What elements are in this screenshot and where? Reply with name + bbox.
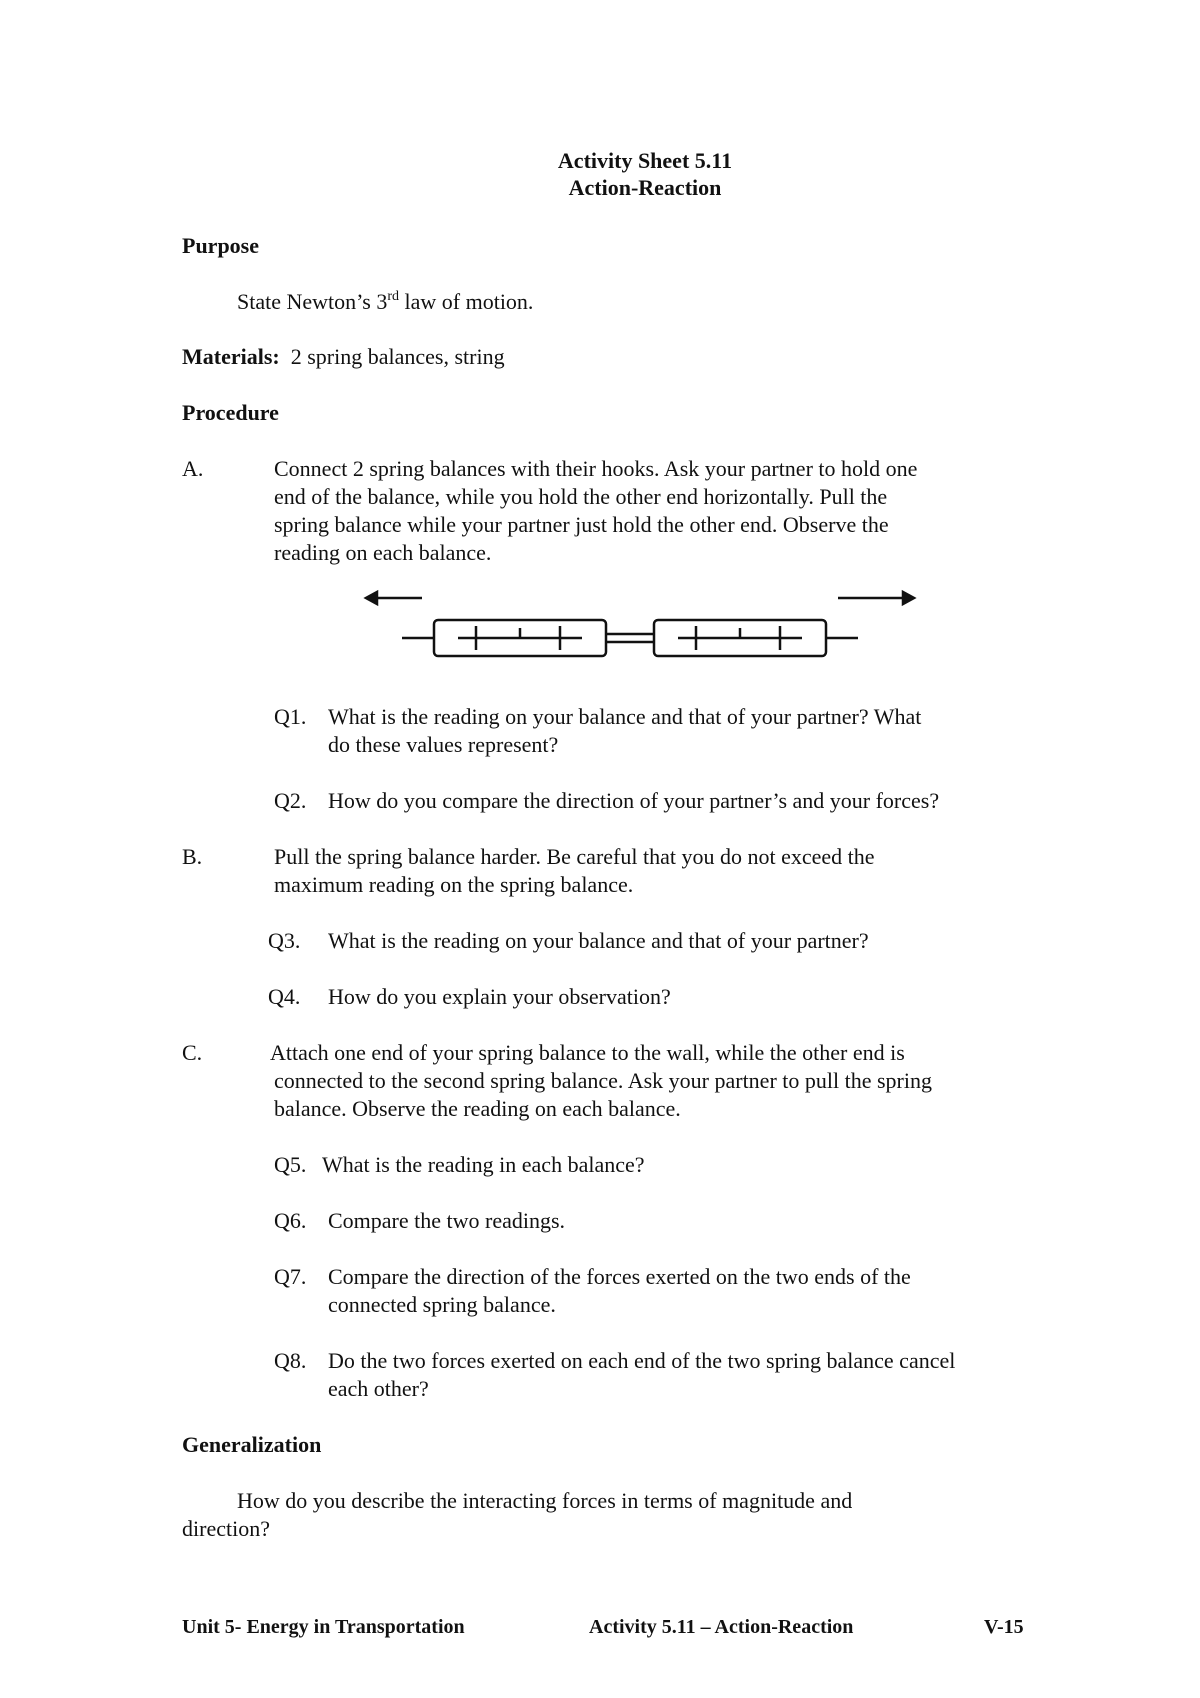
materials-label: Materials: xyxy=(182,344,280,369)
generalization-heading: Generalization xyxy=(182,1432,322,1457)
purpose-text: State Newton’s 3rd law of motion. xyxy=(237,289,534,314)
step-b-line: Pull the spring balance harder. Be careful that you do not exceed the xyxy=(274,844,875,869)
generalization-line: How do you describe the interacting forces in terms of magnitude and xyxy=(237,1488,853,1513)
question-number: Q2. xyxy=(274,788,307,813)
question-text: Do the two forces exerted on each end of the two spring balance cancel xyxy=(328,1348,956,1373)
question-text: How do you compare the direction of your partner’s and your forces? xyxy=(328,788,940,813)
question-number: Q6. xyxy=(274,1208,307,1233)
question-text: each other? xyxy=(328,1376,429,1401)
step-c-line: connected to the second spring balance. Ask your partner to pull the spring xyxy=(274,1068,932,1093)
question-text: What is the reading on your balance and that of your partner? What xyxy=(328,704,922,729)
step-a-line: reading on each balance. xyxy=(274,540,492,565)
question-number: Q8. xyxy=(274,1348,307,1373)
footer-unit: Unit 5- Energy in Transportation xyxy=(182,1616,465,1638)
activity-title: Activity Sheet 5.11 xyxy=(557,148,733,173)
step-c-line: Attach one end of your spring balance to the wall, while the other end is xyxy=(270,1040,905,1065)
question-text: Compare the two readings. xyxy=(328,1208,566,1233)
question-number: Q3. xyxy=(268,928,301,953)
question-text: Compare the direction of the forces exerted on the two ends of the xyxy=(328,1264,911,1289)
step-b-line: maximum reading on the spring balance. xyxy=(274,872,634,897)
question-text: do these values represent? xyxy=(328,732,559,757)
purpose-heading: Purpose xyxy=(182,233,259,258)
step-a-line: end of the balance, while you hold the other end horizontally. Pull the xyxy=(274,484,888,509)
materials-text: 2 spring balances, string xyxy=(290,344,505,369)
question-number: Q4. xyxy=(268,984,301,1009)
step-a-line: spring balance while your partner just hold the other end. Observe the xyxy=(274,512,889,537)
question-text: What is the reading in each balance? xyxy=(322,1152,645,1177)
question-text: What is the reading on your balance and that of your partner? xyxy=(328,928,869,953)
spring-balances-diagram xyxy=(360,580,920,680)
step-c-line: balance. Observe the reading on each balance. xyxy=(274,1096,681,1121)
question-text: How do you explain your observation? xyxy=(328,984,671,1009)
footer-page-number: V-15 xyxy=(984,1616,1024,1638)
step-c-label: C. xyxy=(182,1040,203,1065)
question-number: Q7. xyxy=(274,1264,307,1289)
step-b-label: B. xyxy=(182,844,203,869)
left-arrowhead xyxy=(366,592,377,604)
question-text: connected spring balance. xyxy=(328,1292,556,1317)
step-a-label: A. xyxy=(182,456,204,481)
activity-subtitle: Action-Reaction xyxy=(568,175,722,200)
question-number: Q5. xyxy=(274,1152,307,1177)
materials-line xyxy=(182,344,505,370)
procedure-heading: Procedure xyxy=(182,400,279,425)
right-arrowhead xyxy=(903,592,914,604)
question-number: Q1. xyxy=(274,704,307,729)
generalization-line: direction? xyxy=(182,1516,270,1541)
footer-activity: Activity 5.11 – Action-Reaction xyxy=(589,1616,854,1638)
step-a-line: Connect 2 spring balances with their hooks. Ask your partner to hold one xyxy=(274,456,918,481)
